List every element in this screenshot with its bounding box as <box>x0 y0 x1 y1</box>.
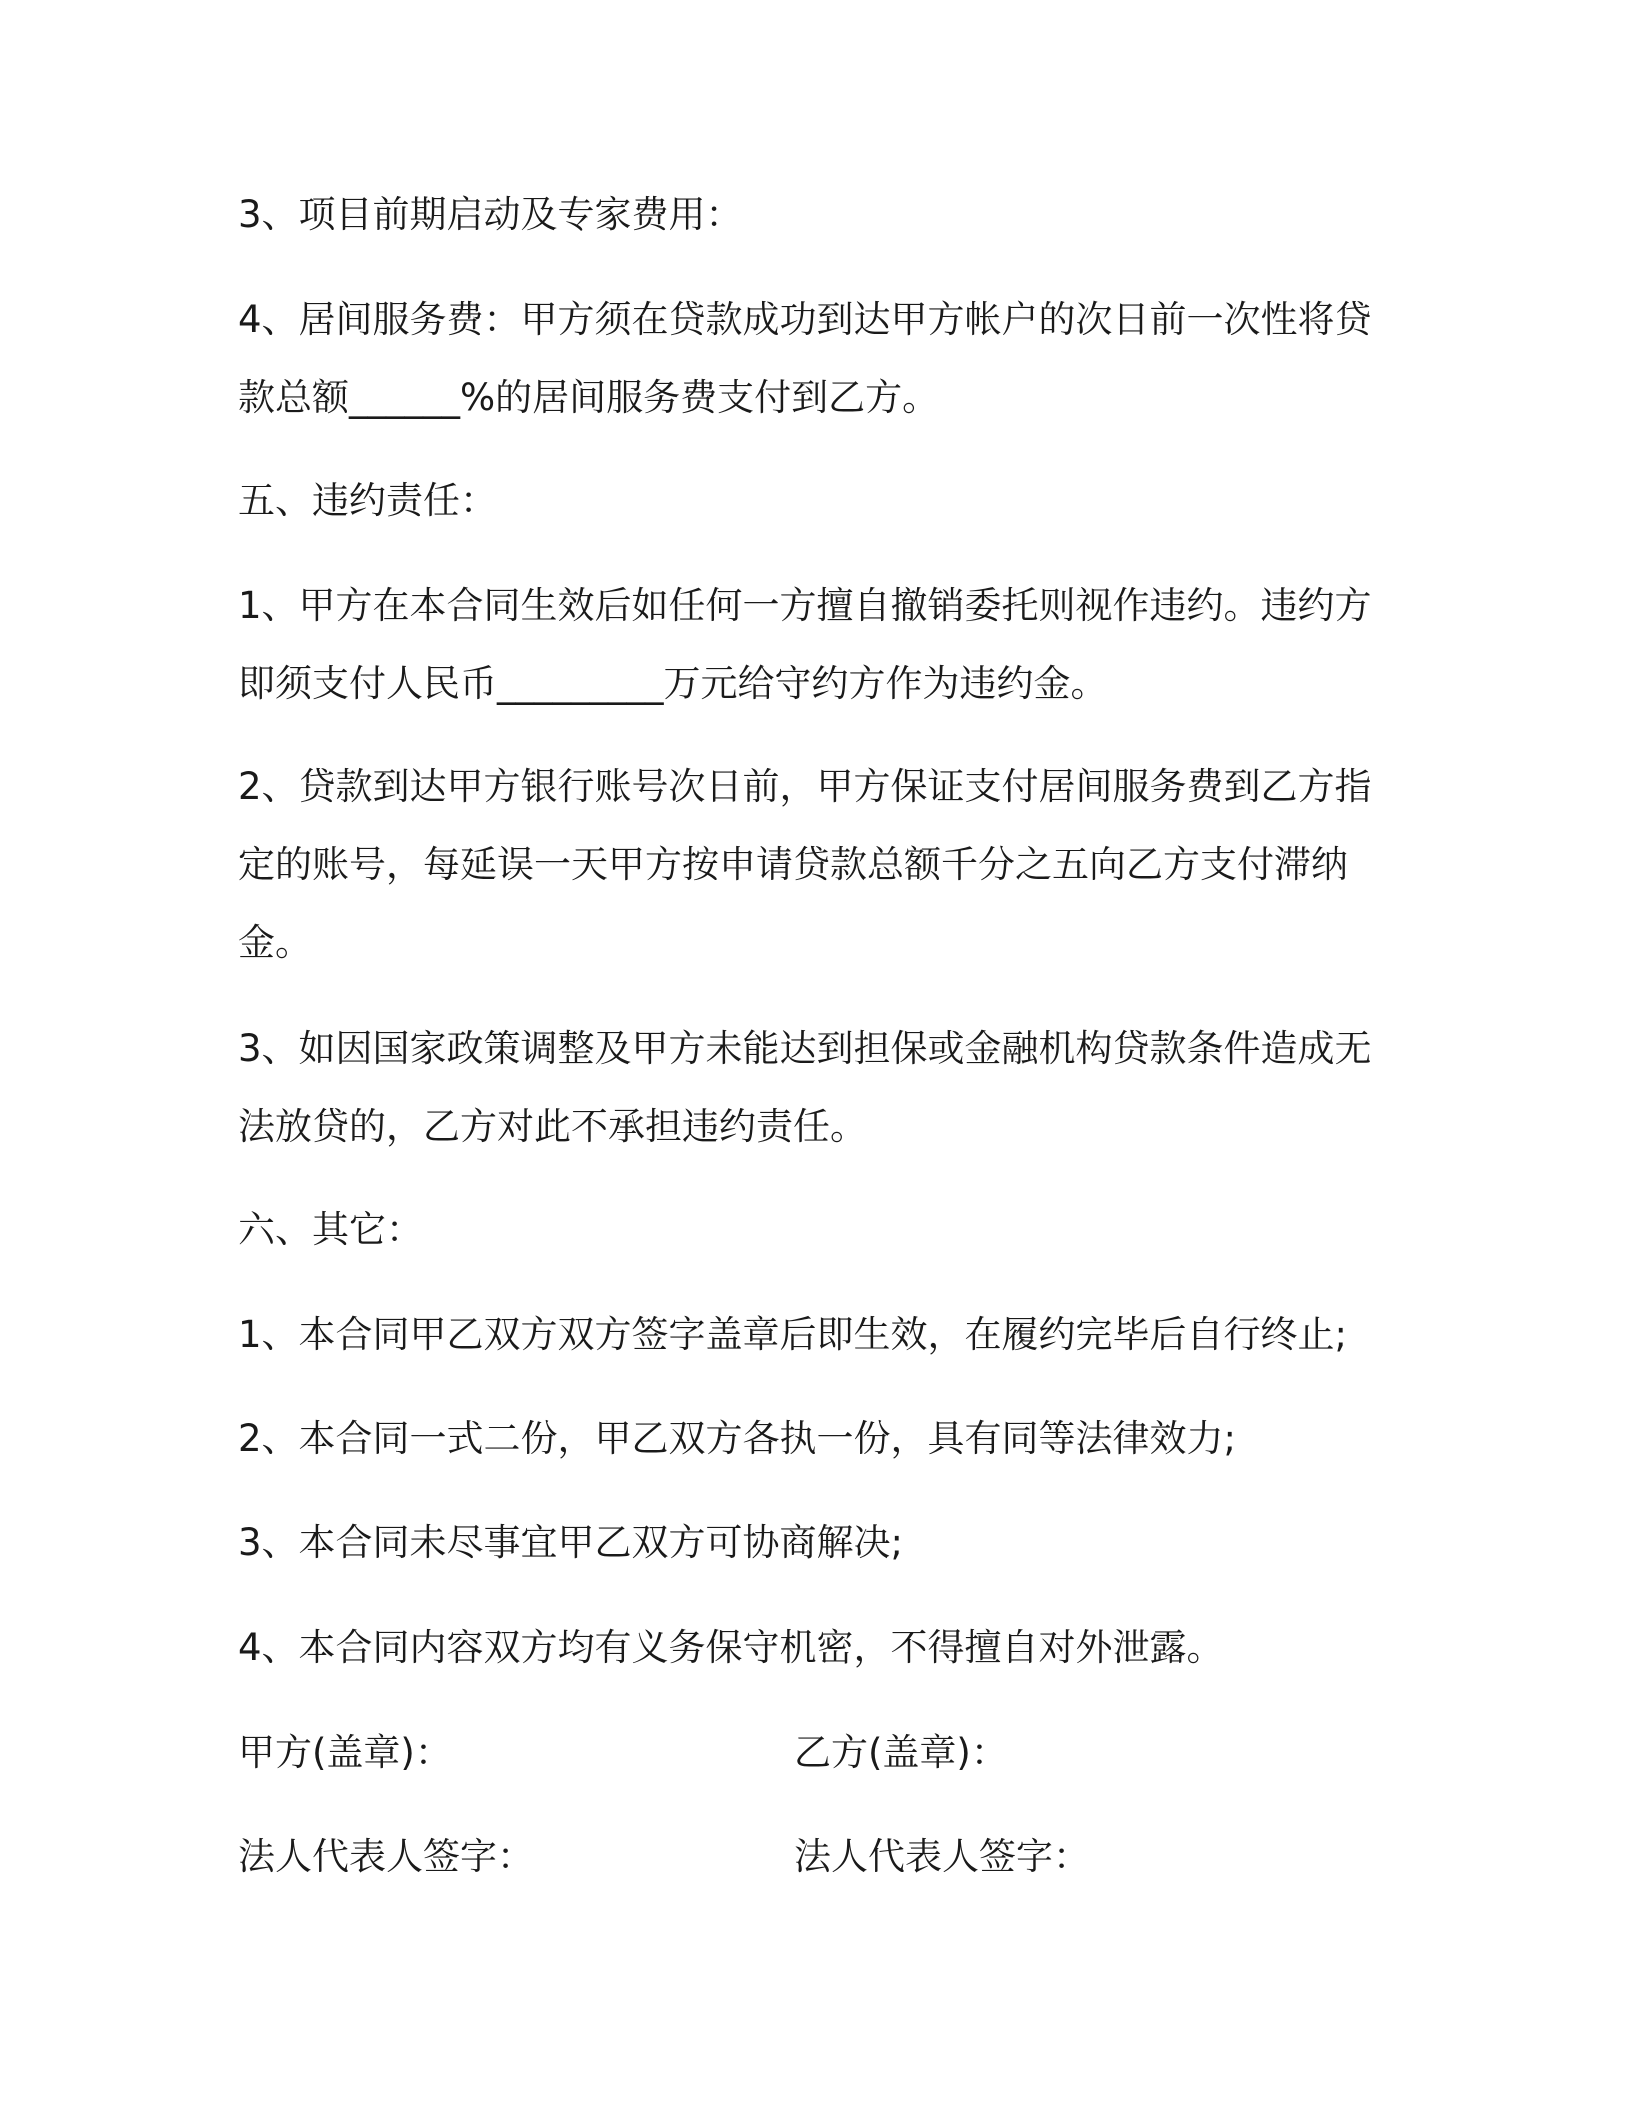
section-heading-other <box>238 1191 1398 1269</box>
text-line: 即须支付人民币_________万元给守约方作为违约金。 <box>238 662 1108 705</box>
text-line: 金。 <box>238 921 312 964</box>
paragraph-breach-2 <box>238 748 1398 982</box>
paragraph-other-3 <box>238 1504 1398 1582</box>
paragraph-other-2 <box>238 1400 1398 1478</box>
party-b-seal-label: 乙方(盖章)： <box>794 1731 1008 1774</box>
paragraph-other-4 <box>238 1609 1398 1687</box>
text-line: 五、违约责任： <box>238 479 497 522</box>
paragraph-breach-1 <box>238 567 1398 723</box>
party-a-seal-label: 甲方(盖章)： <box>238 1731 452 1774</box>
text-line: 4、本合同内容双方均有义务保守机密，不得擅自对外泄露。 <box>238 1626 1224 1669</box>
text-line: 定的账号，每延误一天甲方按申请贷款总额千分之五向乙方支付滞纳 <box>238 843 1348 886</box>
text-line: 款总额______%的居间服务费支付到乙方。 <box>238 376 940 419</box>
text-line: 3、项目前期启动及专家费用： <box>238 193 743 236</box>
text-line: 3、如因国家政策调整及甲方未能达到担保或金融机构贷款条件造成无 <box>238 1027 1372 1070</box>
party-a-rep-label: 法人代表人签字： <box>238 1835 534 1878</box>
text-line: 2、本合同一式二份，甲乙双方各执一份，具有同等法律效力; <box>238 1417 1237 1460</box>
paragraph-brokerage-fee <box>238 281 1398 437</box>
section-heading-breach <box>238 462 1398 540</box>
text-line: 2、贷款到达甲方银行账号次日前，甲方保证支付居间服务费到乙方指 <box>238 765 1372 808</box>
text-line: 4、居间服务费：甲方须在贷款成功到达甲方帐户的次日前一次性将贷 <box>238 298 1372 341</box>
paragraph-other-1 <box>238 1296 1398 1374</box>
text-line: 六、其它： <box>238 1208 423 1251</box>
text-line: 1、甲方在本合同生效后如任何一方擅自撤销委托则视作违约。违约方 <box>238 584 1372 627</box>
text-line: 法放贷的，乙方对此不承担违约责任。 <box>238 1105 867 1148</box>
paragraph-breach-3 <box>238 1010 1398 1166</box>
paragraph-expert-fees <box>238 176 1398 254</box>
text-line: 3、本合同未尽事宜甲乙双方可协商解决; <box>238 1521 904 1564</box>
party-b-rep-label: 法人代表人签字： <box>794 1835 1090 1878</box>
text-line: 1、本合同甲乙双方双方签字盖章后即生效，在履约完毕后自行终止; <box>238 1313 1348 1356</box>
